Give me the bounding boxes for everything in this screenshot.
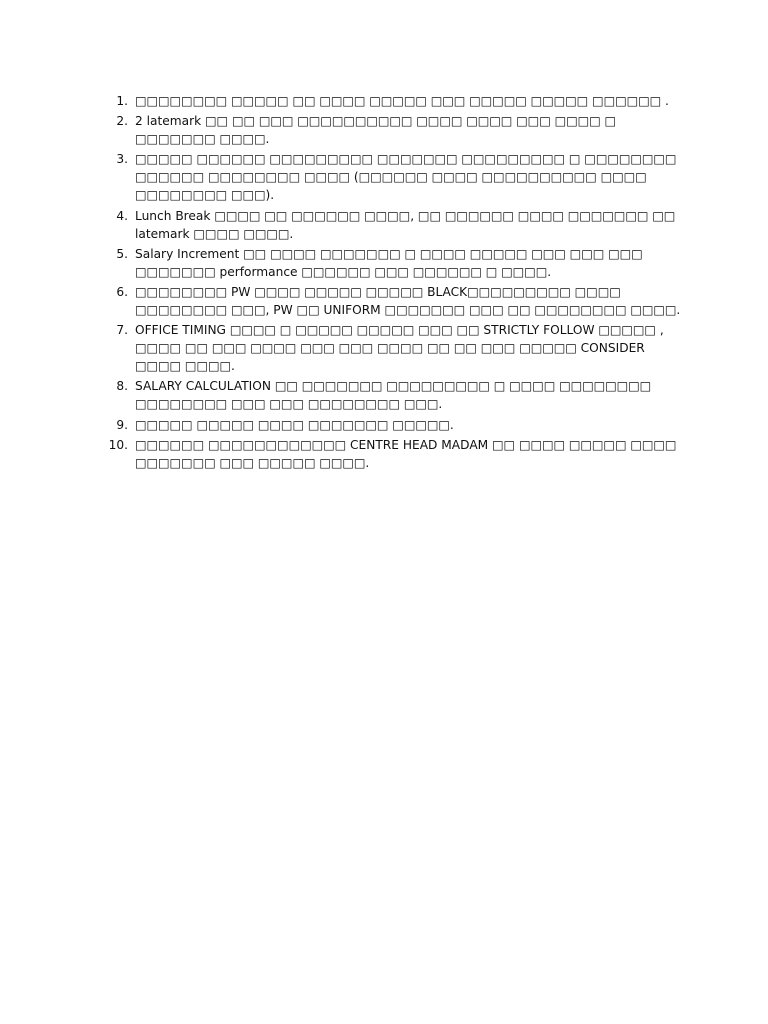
rule-text: □□□□□□□□ PW □□□□ □□□□□ □□□□□ BLACK□□□□□□□□□ □□□□ □□□□□□□□ □□□, PW □□ UNIFORM □□□□□□□ □□□ □□ □□□□□□□□ □□□□. bbox=[135, 284, 681, 317]
rule-text: Salary Increment □□ □□□□ □□□□□□□ □ □□□□ □□□□□ □□□ □□□ □□□ □□□□□□□ performance □□□□□□ □□□ □□□□□□ □ □□□□. bbox=[135, 246, 643, 279]
rule-number: 3. bbox=[116, 152, 128, 167]
rule-item-10 bbox=[102, 436, 682, 472]
rule-text: □□□□□ □□□□□ □□□□ □□□□□□□ □□□□□. bbox=[135, 417, 454, 432]
rule-number: 1. bbox=[116, 94, 128, 108]
rule-item-3 bbox=[102, 150, 682, 204]
rule-item-8 bbox=[102, 377, 682, 413]
rule-number: 10. bbox=[108, 437, 128, 452]
rule-number: 5. bbox=[116, 246, 128, 261]
rule-text: OFFICE TIMING □□□□ □ □□□□□ □□□□□ □□□ □□ STRICTLY FOLLOW □□□□□ , □□□□ □□ □□□ □□□□ □□□ □□□ □□□□ □□ □□ □□□ □□□□□ CONSIDER □□□□ □□□□. bbox=[135, 323, 664, 374]
rule-text: SALARY CALCULATION □□ □□□□□□□ □□□□□□□□□ □ □□□□ □□□□□□□□ □□□□□□□□ □□□ □□□ □□□□□□□□ □□□. bbox=[135, 379, 652, 412]
rule-item-2 bbox=[102, 112, 682, 148]
rule-text: □□□□□□□□ □□□□□ □□ □□□□ □□□□□ □□□ □□□□□ □□□□□ □□□□□□ . bbox=[135, 94, 669, 108]
rule-number: 7. bbox=[116, 323, 128, 338]
rule-item-5 bbox=[102, 245, 682, 281]
rule-item-4 bbox=[102, 207, 682, 243]
rule-number: 6. bbox=[116, 284, 128, 299]
rule-item-9 bbox=[102, 416, 682, 434]
rule-text: □□□□□ □□□□□□ □□□□□□□□□ □□□□□□□ □□□□□□□□□ □ □□□□□□□□ □□□□□□ □□□□□□□□ □□□□ (□□□□□□ □□□□ □□□□□□□□□□ □□□□ □□□□□□□□ □□□). bbox=[135, 152, 677, 203]
rule-text: □□□□□□ □□□□□□□□□□□□ CENTRE HEAD MADAM □□ □□□□ □□□□□ □□□□ □□□□□□□ □□□ □□□□□ □□□□. bbox=[135, 437, 677, 470]
rule-number: 8. bbox=[116, 379, 128, 394]
rule-item-6 bbox=[102, 283, 682, 319]
rule-item-1 bbox=[102, 92, 682, 110]
rule-item-7 bbox=[102, 321, 682, 375]
rule-text: Lunch Break □□□□ □□ □□□□□□ □□□□, □□ □□□□□□ □□□□ □□□□□□□ □□ latemark □□□□ □□□□. bbox=[135, 208, 676, 241]
rule-text: 2 latemark □□ □□ □□□ □□□□□□□□□□ □□□□ □□□□ □□□ □□□□ □ □□□□□□□ □□□□. bbox=[135, 114, 617, 147]
rule-number: 4. bbox=[116, 208, 128, 223]
rules-list bbox=[102, 92, 682, 474]
rule-number: 9. bbox=[116, 417, 128, 432]
rule-number: 2. bbox=[116, 114, 128, 129]
